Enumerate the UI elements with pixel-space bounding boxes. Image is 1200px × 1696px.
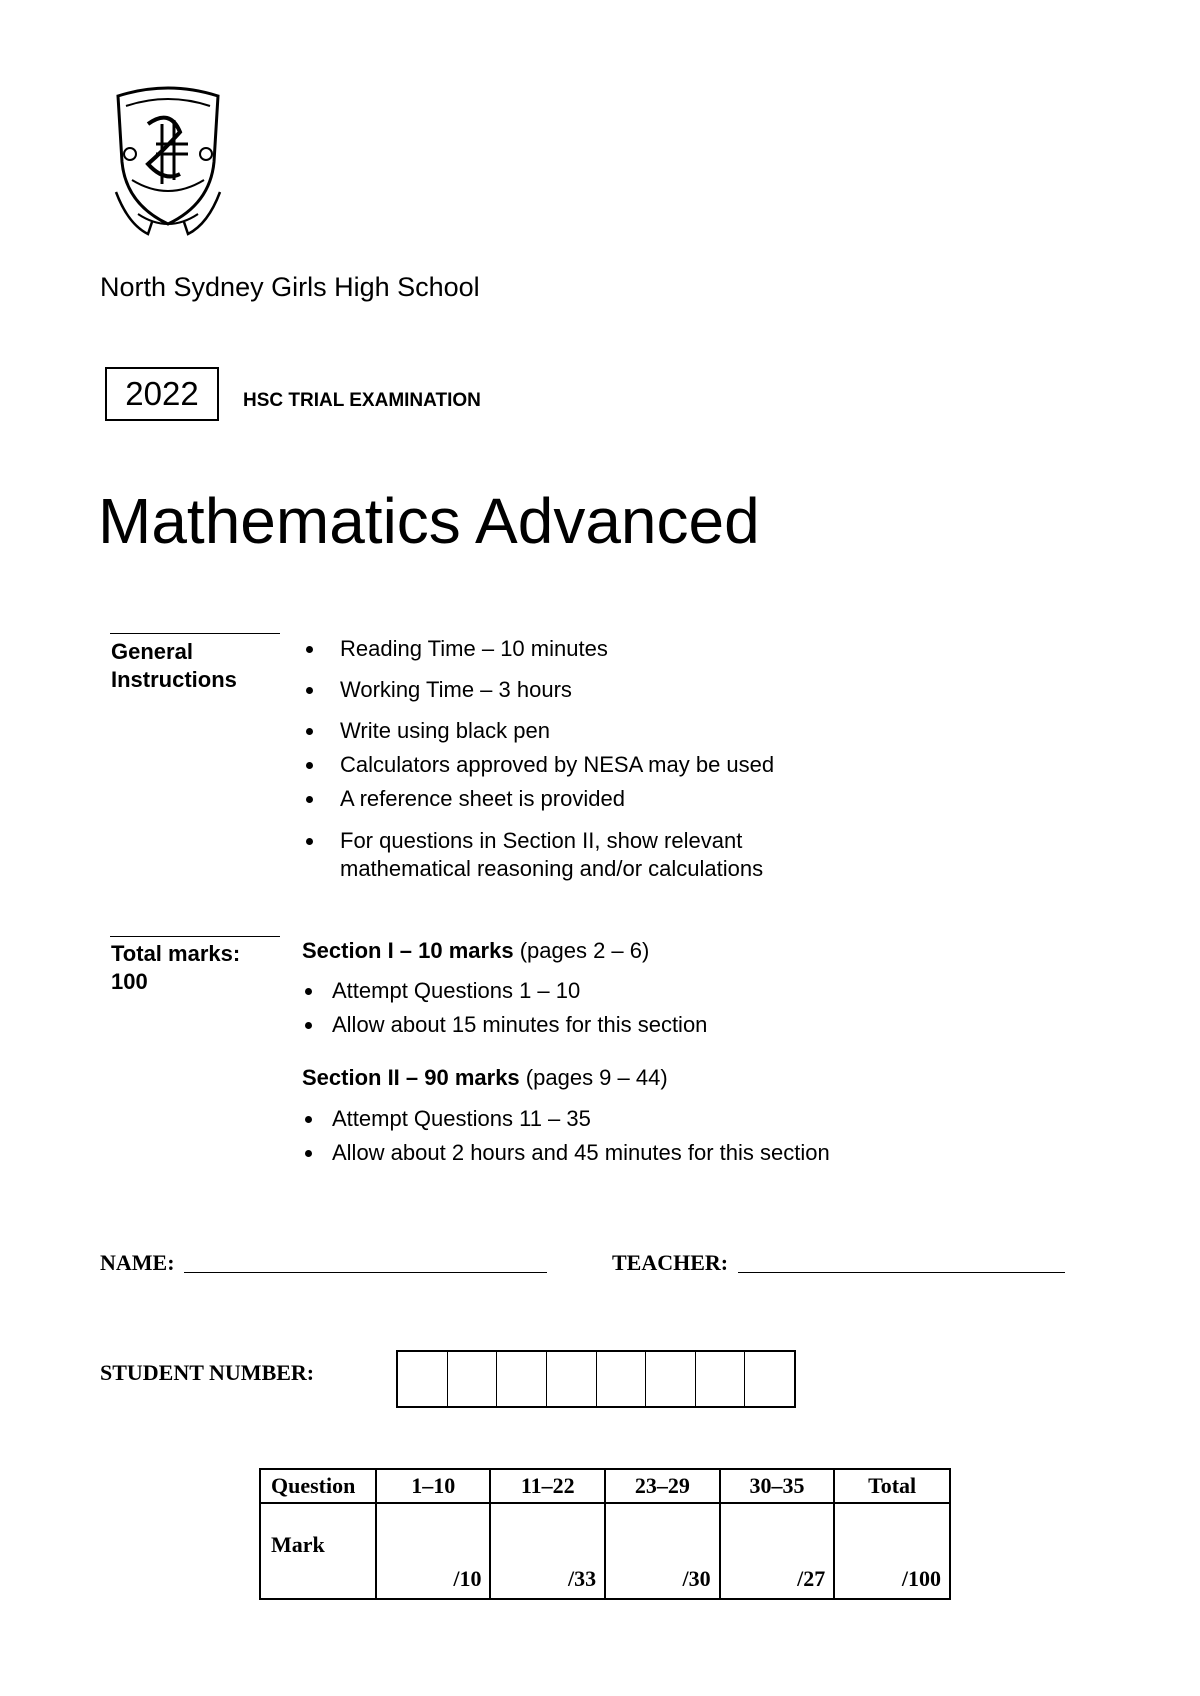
student-number-label: STUDENT NUMBER:	[100, 1360, 315, 1385]
table-header-cell: Question	[260, 1469, 376, 1503]
general-instructions-label: General Instructions	[111, 639, 237, 692]
section-1-title: Section I – 10 marks	[302, 938, 514, 963]
list-item: Write using black pen	[302, 717, 1122, 745]
student-number-digit-box[interactable]	[745, 1352, 794, 1406]
divider	[110, 633, 280, 634]
name-label: NAME:	[100, 1250, 175, 1275]
table-row-label: Mark	[260, 1503, 376, 1599]
section-1-heading	[302, 937, 649, 965]
table-header-cell: 30–35	[720, 1469, 835, 1503]
section-2-title: Section II – 90 marks	[302, 1065, 520, 1090]
student-number-digit-box[interactable]	[448, 1352, 498, 1406]
school-name: North Sydney Girls High School	[100, 272, 480, 302]
teacher-field[interactable]	[738, 1272, 1065, 1273]
section-2-list	[302, 1105, 1102, 1167]
mark-cell[interactable]: /27	[720, 1503, 835, 1599]
table-header-cell: Total	[834, 1469, 950, 1503]
list-item: Allow about 2 hours and 45 minutes for this section	[302, 1139, 1102, 1167]
marks-table	[259, 1468, 951, 1600]
student-number-digit-box[interactable]	[696, 1352, 746, 1406]
mark-cell[interactable]: /30	[605, 1503, 720, 1599]
table-header-cell: 23–29	[605, 1469, 720, 1503]
name-field[interactable]	[184, 1272, 547, 1273]
exam-year: 2022	[105, 367, 219, 421]
divider	[110, 936, 280, 937]
list-item: A reference sheet is provided	[302, 785, 1122, 813]
mark-cell[interactable]: /33	[490, 1503, 605, 1599]
student-number-digit-box[interactable]	[547, 1352, 597, 1406]
student-number-digit-box[interactable]	[497, 1352, 547, 1406]
student-number-boxes	[396, 1350, 796, 1408]
teacher-label: TEACHER:	[612, 1250, 729, 1275]
section-2-pages: (pages 9 – 44)	[525, 1065, 668, 1090]
list-item: Reading Time – 10 minutes	[302, 635, 1122, 663]
list-item: For questions in Section II, show relevant mathematical reasoning and/or calculations	[302, 827, 810, 883]
table-row	[260, 1503, 950, 1599]
table-header-cell: 11–22	[490, 1469, 605, 1503]
section-1-pages: (pages 2 – 6)	[519, 938, 650, 963]
student-number-digit-box[interactable]	[398, 1352, 448, 1406]
exam-type: HSC TRIAL EXAMINATION	[243, 390, 481, 411]
mark-cell[interactable]: /100	[834, 1503, 950, 1599]
subject-title: Mathematics Advanced	[98, 485, 760, 557]
table-header-row	[260, 1469, 950, 1503]
student-number-digit-box[interactable]	[646, 1352, 696, 1406]
general-instructions-list	[302, 635, 1122, 883]
total-marks-label: Total marks: 100	[111, 941, 241, 994]
section-1-list	[302, 977, 1102, 1039]
list-item: Allow about 15 minutes for this section	[302, 1011, 1102, 1039]
student-number-digit-box[interactable]	[597, 1352, 647, 1406]
list-item: Attempt Questions 11 – 35	[302, 1105, 1102, 1133]
list-item: Calculators approved by NESA may be used	[302, 751, 1122, 779]
list-item: Attempt Questions 1 – 10	[302, 977, 1102, 1005]
section-2-heading	[302, 1064, 668, 1092]
table-header-cell: 1–10	[376, 1469, 491, 1503]
school-crest	[108, 84, 228, 244]
mark-cell[interactable]: /10	[376, 1503, 491, 1599]
list-item: Working Time – 3 hours	[302, 676, 1122, 704]
